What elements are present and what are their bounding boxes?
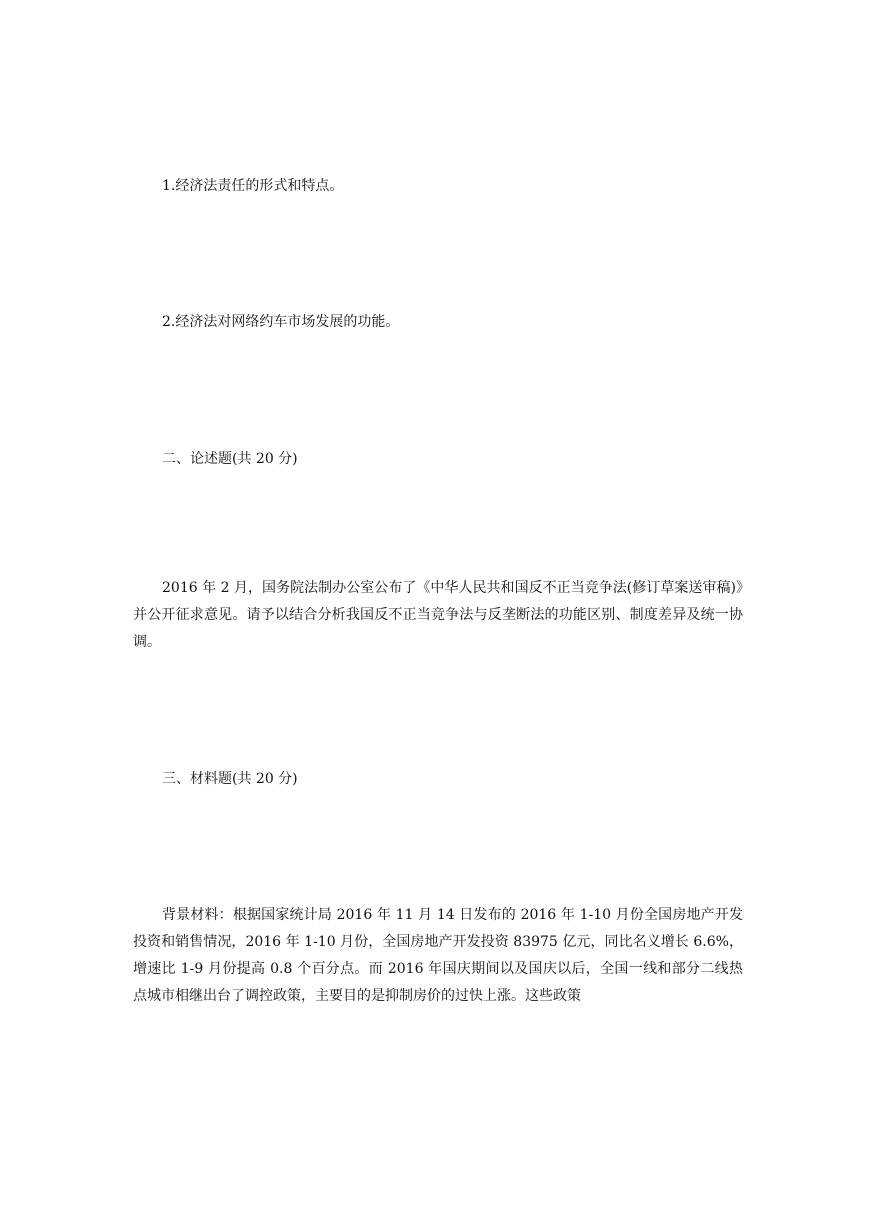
section-2-paragraph: 2016 年 2 月，国务院法制办公室公布了《中华人民共和国反不正当竞争法(修订草案送审稿)》并公开征求意见。请予以结合分析我国反不正当竞争法与反垄断法的功能区别、制度差异及统一协调。: [133, 580, 743, 650]
question-2: 2.经济法对网络约车市场发展的功能。: [162, 314, 400, 330]
question-1: 1.经济法责任的形式和特点。: [162, 178, 344, 194]
section-3-paragraph: 背景材料：根据国家统计局 2016 年 11 月 14 日发布的 2016 年 1-10 月份全国房地产开发投资和销售情况，2016 年 1-10 月份，全国房地产开发投资 83975 亿元，同比名义增长 6.6%，增速比 1-9 月份提高 0.8 个百分点。而 2016 年国庆期间以及国庆以后，全国一线和部分二线热点城市相继出台了调控政策，主要目的是抑制房价的过快上涨。这些政策: [133, 907, 743, 1004]
section-3-heading: 三、材料题(共 20 分): [162, 771, 298, 787]
section-2-heading: 二、论述题(共 20 分): [162, 451, 298, 467]
